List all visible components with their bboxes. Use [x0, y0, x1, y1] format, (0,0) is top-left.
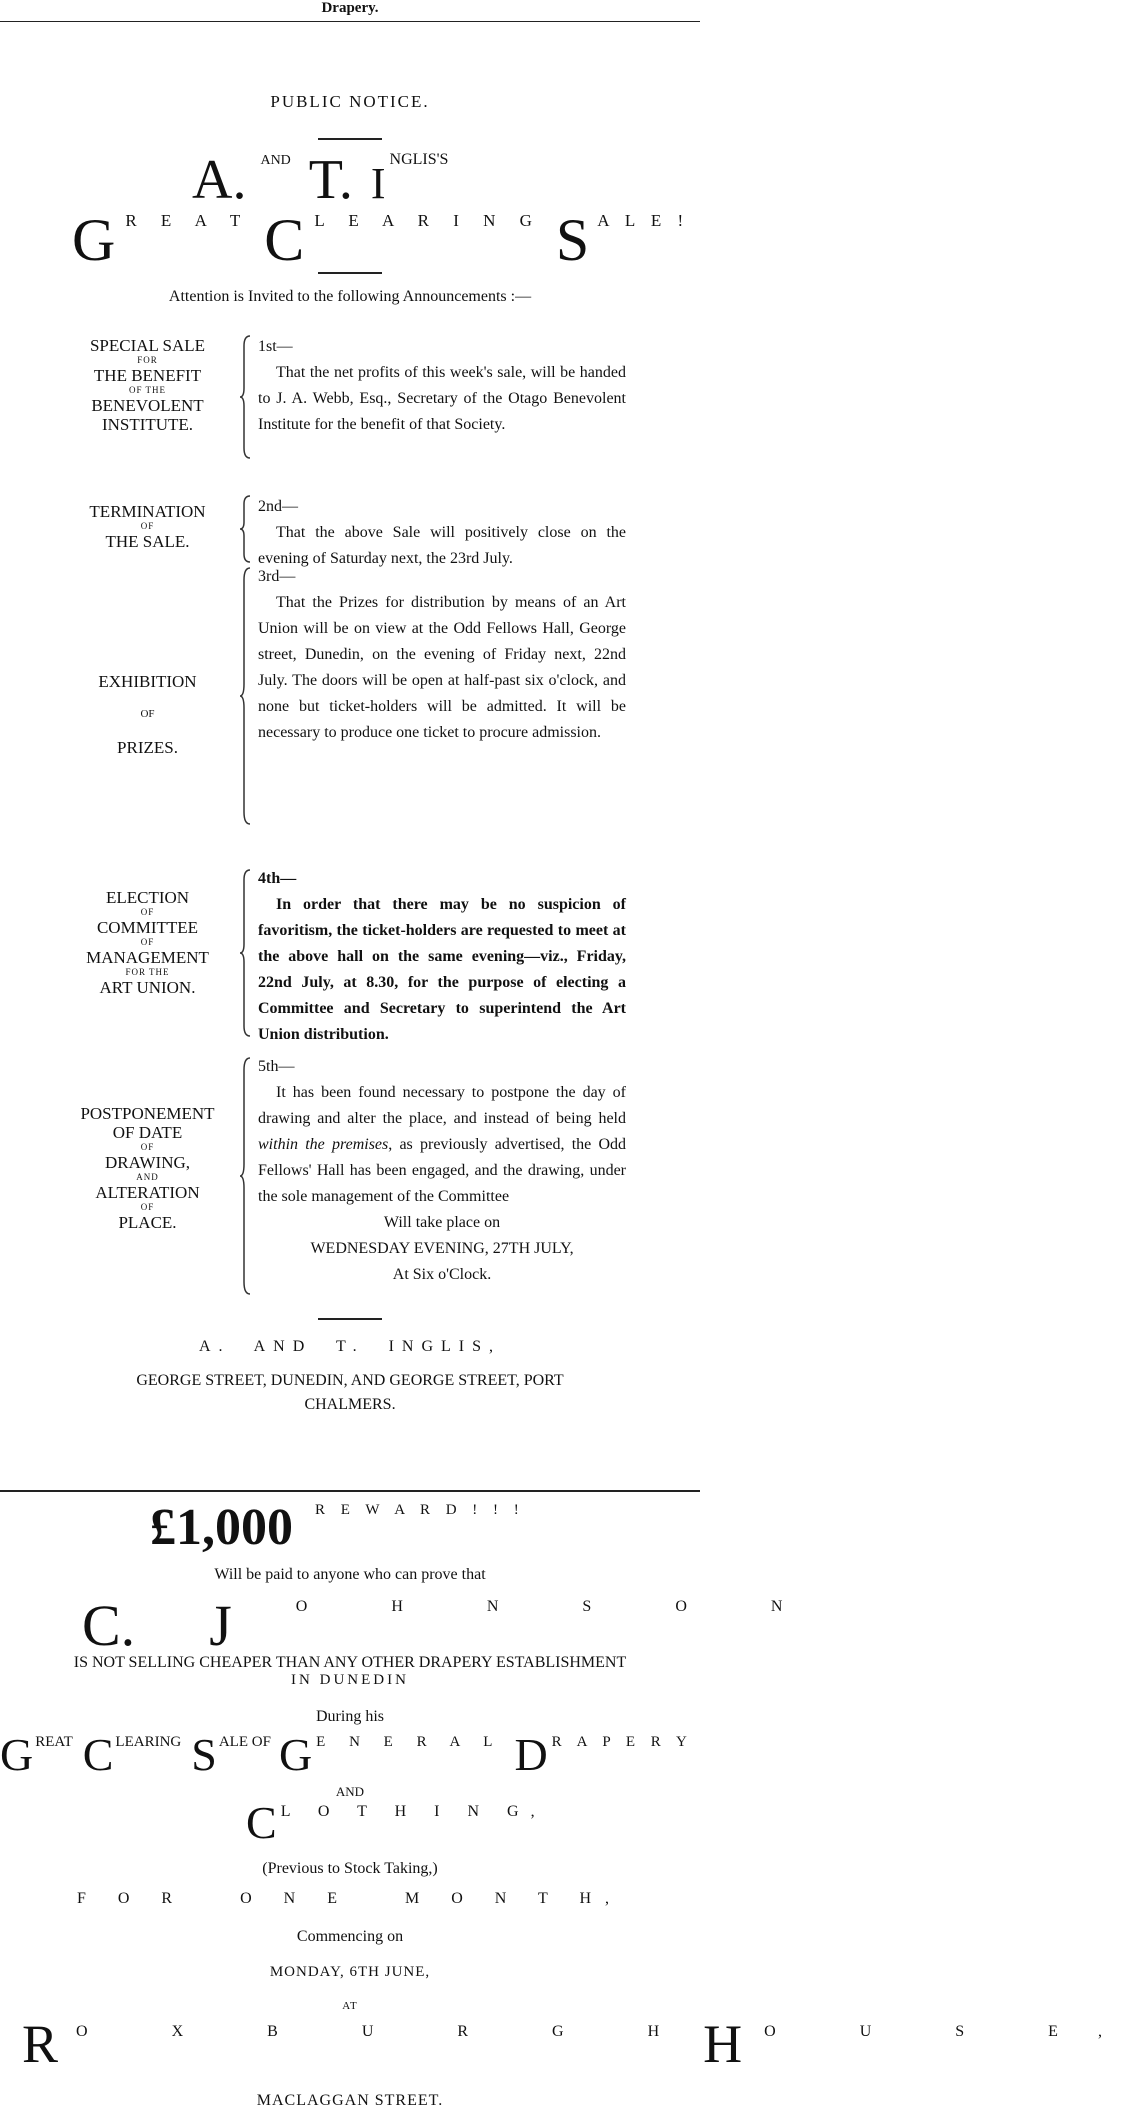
- sale-rule: [318, 272, 382, 274]
- label-postponement: POSTPONEMENT OF DATE OF DRAWING, AND ALTERATION OF PLACE.: [80, 1104, 215, 1232]
- brace-4: [240, 868, 252, 1038]
- one-month: F O R O N E M O N T H,: [76, 1890, 624, 1907]
- roxburgh-house: R O X B U R G H H O U S E,: [22, 2014, 1142, 2074]
- label-election: ELECTION OF COMMITTEE OF MANAGEMENT FOR THE ART UNION.: [86, 888, 209, 997]
- brace-3: [240, 566, 252, 826]
- brace-5: [240, 1056, 252, 1296]
- notice-title: PUBLIC NOTICE.: [270, 92, 430, 111]
- label-exhibition: EXHIBITION OF PRIZES.: [98, 672, 197, 757]
- label-termination: TERMINATION OF THE SALE.: [89, 502, 206, 551]
- paid-line: Will be paid to anyone who can prove that: [214, 1566, 486, 1583]
- signature-rule: [318, 1318, 382, 1320]
- claim-line-2: IN DUNEDIN: [291, 1672, 409, 1688]
- at-small: AT: [342, 2000, 358, 2012]
- johnson-name: C. J O H N S O N: [82, 1593, 823, 1658]
- address-line-1: GEORGE STREET, DUNEDIN, AND GEORGE STREET, PORT: [136, 1372, 564, 1389]
- title-rule: [318, 138, 382, 140]
- firm-name: A. AND T. I NGLIS'S: [192, 149, 449, 211]
- brace-1: [240, 334, 252, 460]
- stock-taking: (Previous to Stock Taking,): [262, 1860, 438, 1877]
- item-1-text: 1st— That the net profits of this week's sale, will be handed to J. A. Webb, Esq., Secretary of the Otago Benevolent Institute for the benefit of that Society.: [258, 338, 626, 433]
- section-header: Drapery.: [321, 0, 379, 16]
- item-5-text: 5th— It has been found necessary to postpone the day of drawing and alter the place, and instead of being held within the premises, as previously advertised, the Odd Fellows' Hall has been engaged, and the drawing, under the sole management of the Committee Will take place on WEDNESDAY EVENING, 27TH JULY, At Six o'Clock.: [258, 1058, 626, 1283]
- during-line: During his: [316, 1708, 384, 1725]
- item-3-text: 3rd— That the Prizes for distribution by means of an Art Union will be on view at the Odd Fellows Hall, George street, Dunedin, on the evening of Friday next, 22nd July. The doors will be open at half-past six o'clock, and none but ticket-holders will be admitted. It will be necessary to produce one ticket to procure admission.: [258, 568, 626, 741]
- clothing-heading: C L O T H I N G,: [246, 1797, 547, 1848]
- claim-line-1: IS NOT SELLING CHEAPER THAN ANY OTHER DRAPERY ESTABLISHMENT: [73, 1654, 627, 1671]
- great-clearing-sale-heading: G R E A T C L E A R I N G S A L E !: [72, 207, 690, 273]
- general-drapery-heading: GREAT C LEARING S ALE OF G E N E R A L D R A P E R Y: [0, 1729, 693, 1780]
- address-line-2: CHALMERS.: [304, 1396, 396, 1413]
- header-rule: [0, 21, 700, 22]
- item-4-text: 4th— In order that there may be no suspicion of favoritism, the ticket-holders are requested to meet at the above hall on the same evening—viz., Friday, 22nd July, at 8.30, for the purpose of electing a Committee and Secretary to superintend the Art Union distribution.: [258, 870, 626, 1043]
- and-small: AND: [335, 1784, 365, 1799]
- label-special-sale: SPECIAL SALE FOR THE BENEFIT OF THE BENEVOLENT INSTITUTE.: [89, 336, 206, 434]
- ad-separator: [0, 1490, 700, 1492]
- street-line: MACLAGGAN STREET.: [256, 2092, 444, 2109]
- brace-2: [240, 494, 252, 564]
- commencing-line: Commencing on: [296, 1928, 404, 1945]
- signature: A. AND T. INGLIS,: [198, 1338, 502, 1355]
- start-date: MONDAY, 6TH JUNE,: [269, 1964, 431, 1980]
- reward-heading: £1,000 R E W A R D ! ! !: [150, 1499, 525, 1556]
- item-2-text: 2nd— That the above Sale will positively close on the evening of Saturday next, the 23rd July.: [258, 498, 626, 567]
- attention-line: Attention is Invited to the following Announcements :—: [168, 288, 532, 305]
